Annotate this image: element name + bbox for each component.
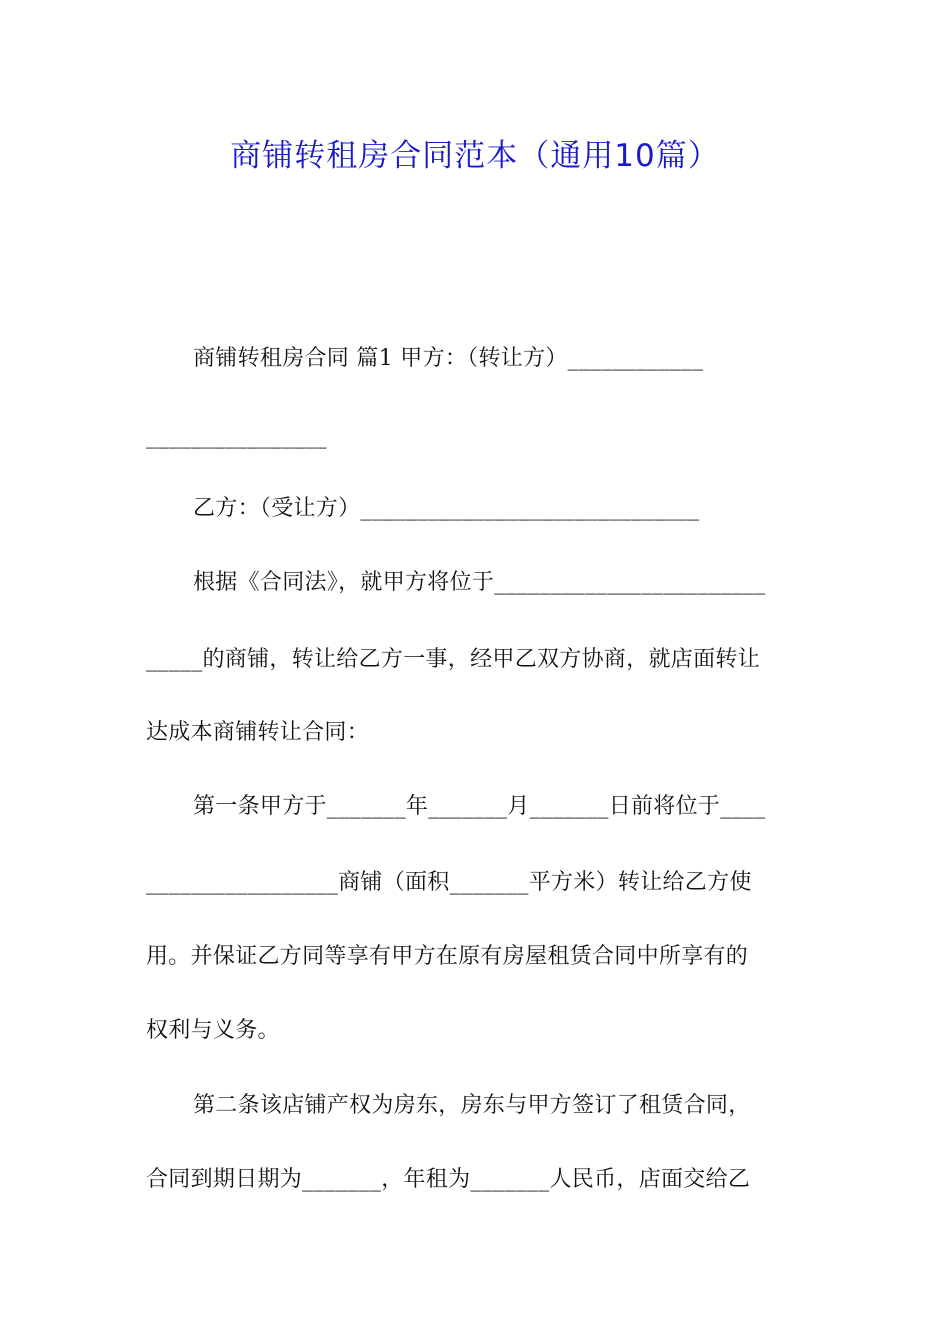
document-title: 商铺转租房合同范本（通用10篇） [230,138,720,174]
text-line-8: _________________商铺（面积_______平方米）转让给乙方使 [146,870,752,895]
text-line-6: 达成本商铺转让合同： [146,720,370,745]
text-line-7: 第一条甲方于_______年_______月_______日前将位于____ [193,794,766,819]
text-line-2: ________________ [146,424,327,449]
text-line-4: 根据《合同法》，就甲方将位于________________________ [193,570,766,595]
text-line-5: _____的商铺，转让给乙方一事，经甲乙双方协商，就店面转让 [146,647,761,672]
text-line-10: 权利与义务。 [146,1018,280,1043]
text-line-12: 合同到期日期为_______，年租为_______人民币，店面交给乙 [146,1167,751,1192]
text-line-11: 第二条该店铺产权为房东，房东与甲方签订了租赁合同， [193,1093,751,1118]
text-line-9: 用。并保证乙方同等享有甲方在原有房屋租赁合同中所享有的 [146,944,749,969]
text-line-3: 乙方：（受让方）______________________________ [193,496,700,521]
text-line-1: 商铺转租房合同 篇1 甲方：（转让方）____________ [193,346,704,371]
